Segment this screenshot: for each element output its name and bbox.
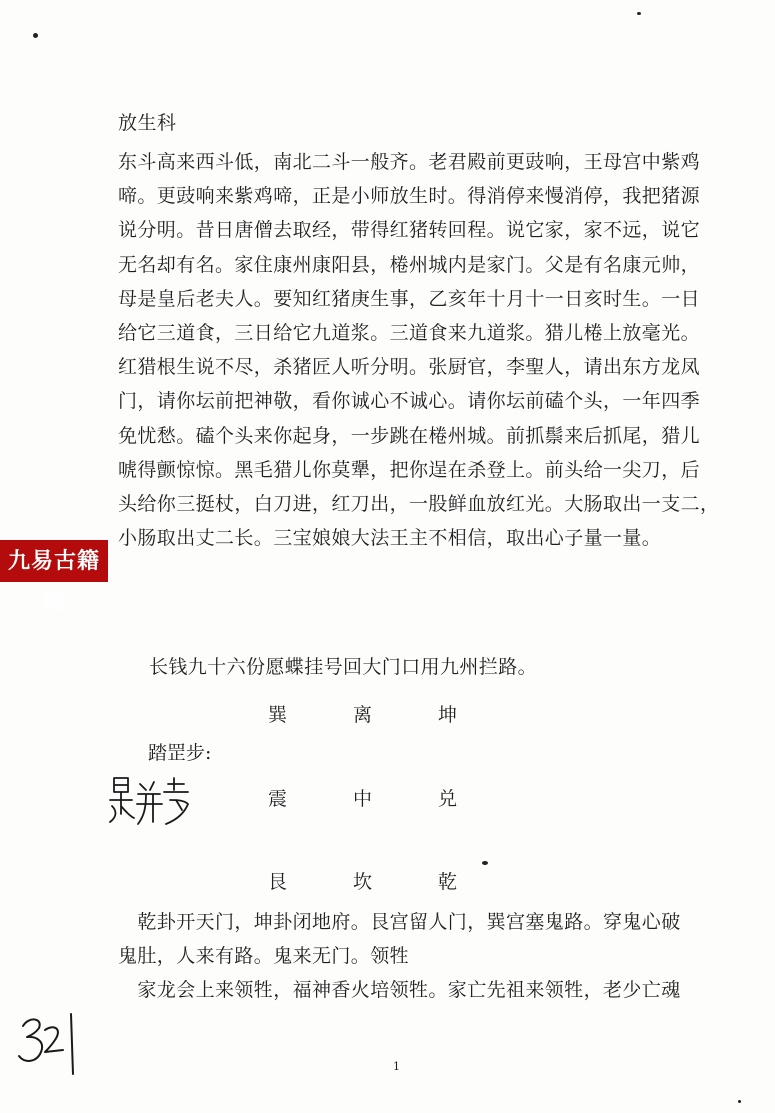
trigram-li: 离 — [353, 704, 373, 726]
step-label: 踏罡步: — [148, 742, 212, 764]
paragraph-3 — [118, 905, 681, 1008]
trigram-gen: 艮 — [268, 871, 288, 893]
text-line: 无名却有名。家住康州康阳县，棬州城内是家门。父是有名康元帅， — [118, 253, 701, 276]
text-line: 唬得颤惊惊。黑毛猎儿你莫犟，把你逞在杀登上。前头给一尖刀，后 — [118, 458, 701, 481]
site-watermark: 九易古籍网 — [0, 540, 108, 582]
scan-speck — [482, 861, 488, 865]
text-line: 家龙会上来领牲，福神香火培领牲。家亡先祖来领牲，老少亡魂 — [118, 979, 681, 1002]
scan-speck — [33, 33, 38, 38]
trigram-kun: 坤 — [438, 704, 458, 726]
text-line: 母是皇后老夫人。要知红猪庚生事，乙亥年十月十一日亥时生。一日 — [118, 287, 701, 310]
text-line: 头给你三挺杖，白刀进，红刀出，一股鲜血放红光。大肠取出一支二， — [118, 493, 720, 516]
text-line: 啼。更豉响来紫鸡啼，正是小师放生时。得消停来慢消停，我把猪源 — [118, 185, 701, 208]
text-line: 乾卦开天门，坤卦闭地府。艮宫留人门，巽宫塞鬼路。穿鬼心破 — [118, 911, 681, 933]
trigram-zhong: 中 — [353, 788, 373, 810]
scan-speck — [637, 12, 641, 15]
trigram-xun: 巽 — [268, 704, 288, 726]
text-line: 门，请你坛前把神敬，看你诚心不诚心。请你坛前磕个头，一年四季 — [118, 390, 701, 413]
paragraph-1 — [118, 145, 720, 555]
trigram-zhen: 震 — [268, 788, 288, 810]
text-line: 鬼肚，人来有路。鬼来无门。领牲 — [118, 945, 410, 968]
text-line: 小肠取出丈二长。三宝娘娘大法王主不相信，取出心子量一量。 — [118, 527, 662, 550]
text-line: 说分明。昔日唐僧去取经，带得红猪转回程。说它家，家不远，说它 — [118, 219, 701, 242]
text-line: 免忧愁。磕个头来你起身，一步跳在棬州城。前抓鬃来后抓尾，猎儿 — [118, 424, 701, 447]
scan-speck — [738, 1100, 741, 1103]
paragraph-2: 长钱九十六份愿蝶挂号回大门口用九州拦路。 — [149, 656, 538, 678]
margin-handwritten-number — [15, 1010, 85, 1080]
page-number: 1 — [393, 1060, 400, 1073]
section-heading: 放生科 — [118, 112, 177, 134]
text-line: 给它三道食，三日给它九道浆。三道食来九道浆。猎儿棬上放毫光。 — [118, 322, 701, 345]
text-line: 东斗高来西斗低，南北二斗一般齐。老君殿前更豉响，王母宫中紫鸡 — [118, 151, 701, 173]
handwritten-note — [104, 770, 194, 830]
trigram-qian: 乾 — [438, 871, 458, 893]
trigram-dui: 兑 — [438, 788, 458, 810]
trigram-kan: 坎 — [353, 871, 373, 893]
text-line: 红猎根生说不尽，杀猪匠人听分明。张厨官，李聖人，请出东方龙凤 — [118, 356, 701, 379]
